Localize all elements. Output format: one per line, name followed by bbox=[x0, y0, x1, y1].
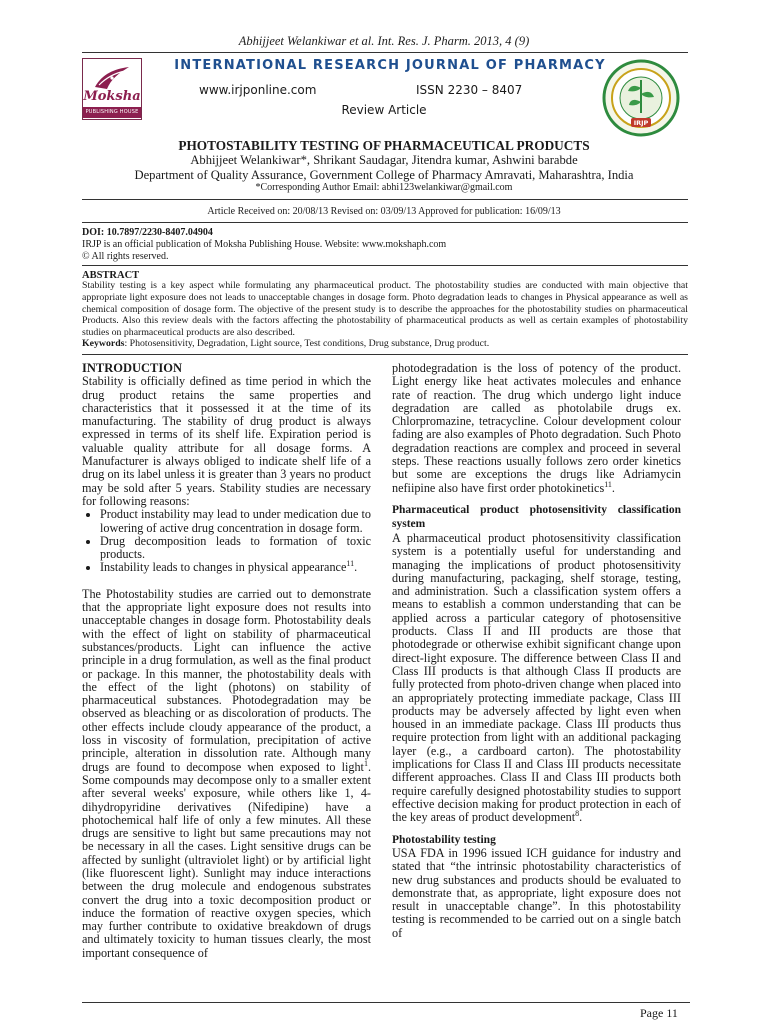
keywords bbox=[82, 338, 688, 350]
doi[interactable]: DOI: 10.7897/2230-8407.04904 bbox=[82, 227, 213, 238]
list-item: • Product instability may lead to under medication due to lowering of active drug concentration in dosage form. bbox=[100, 508, 371, 535]
list-item: • Drug decomposition leads to formation of toxic products. bbox=[100, 535, 371, 562]
journal-title: INTERNATIONAL RESEARCH JOURNAL OF PHARMACY bbox=[174, 58, 606, 73]
list-item: • Instability leads to changes in physical appearance$^{11}$. bbox=[100, 561, 371, 574]
keywords-text: : Photosensitivity, Degradation, Light source, Test conditions, Drug substance, Drug product. bbox=[124, 338, 490, 349]
divider-abstract bbox=[82, 265, 688, 266]
classification-heading: Pharmaceutical product photosensitivity classification system bbox=[392, 503, 681, 531]
seal-label: IRJP bbox=[633, 119, 649, 127]
left-column bbox=[82, 362, 371, 960]
irjp-note: IRJP is an official publication of Moksha Publishing House. Website: www.mokshaph.com bbox=[82, 239, 447, 250]
paragraph-text: . bbox=[611, 480, 615, 495]
received-dates: Article Received on: 20/08/13 Revised on: 03/09/13 Approved for publication: 16/09/13 bbox=[207, 206, 561, 217]
publisher-sub: PUBLISHING HOUSE bbox=[83, 107, 141, 118]
divider-top bbox=[82, 199, 688, 200]
reasons-list bbox=[82, 508, 371, 574]
intro-paragraph-1: Stability is officially defined as time period in which the drug product retains the same properties and characteristics that it possessed it at the time of its manufacturing. The stability of drug product is always expressed in terms of its shelf life. Expiration period is valuable quality attribute for all dosage forms. A Manufacturer is always obliged to indicate shelf life of a drug on its label unless it is greater than 3 years no product may be sold after 5 years. Stability studies are necessary for following reasons: bbox=[82, 374, 371, 508]
footer-rule bbox=[82, 1002, 690, 1003]
citation-ref: 1 bbox=[363, 758, 368, 768]
paragraph-text: The Photostability studies are carried out to demonstrate that the appropriate light exposure does not results into unacceptable changes in dosage form. Photostability deals with the effect of light on stability of pharmaceutical substances/products. Light can influence the active principle in a drug formulation, as well as the final product or package. In this manner, the photostability deals with the effect of the light (photons) on stability of pharmaceutical substances. Photodegradation may be observed as bleaching or as discoloration of products. The other effects include cloudy appearance of the product, a loss in viscosity of formulation, precipitation of active principle, alteration in dissolution rate. Although many drugs are found to decompose when exposed to light bbox=[82, 586, 371, 774]
right-column bbox=[392, 362, 681, 940]
header-rule bbox=[82, 52, 688, 53]
citation-ref: 11 bbox=[346, 559, 355, 569]
journal-seal-icon bbox=[596, 58, 686, 138]
citation-ref: 8 bbox=[575, 809, 580, 819]
journal-website[interactable]: www.irjponline.com bbox=[199, 83, 317, 97]
pen-nib-icon bbox=[89, 63, 135, 91]
corresponding-author: *Corresponding Author Email: abhi123welankiwar@gmail.com bbox=[255, 182, 513, 193]
testing-heading: Photostability testing bbox=[392, 833, 496, 846]
publisher-brand: Moksha bbox=[83, 89, 141, 104]
paragraph-text: photodegradation is the loss of potency of the product. Light energy like heat activates molecules and enhance rate of reaction. The drug which undergo light induce degradation are called as photolabile drugs ex. Chlorpromazine, tetracycline. Colour development colour fading are also examples of Photo degradation. Such Photo degradation reactions are complex and proceed in several steps. These reactions usually follows zero order kinetics but some are exceptions the drugs like Adriamycin nefiipine also have first order photokinetics bbox=[392, 361, 681, 495]
intro-heading: INTRODUCTION bbox=[82, 361, 183, 375]
testing-paragraph: USA FDA in 1996 issued ICH guidance for industry and stated that “the intrinsic photostability characteristics of new drug substances and products should be evaluated to demonstrate that, as appropriate, light exposure does not result in unacceptable change”. In this photostability testing is recommended to be carried out on a single batch of bbox=[392, 846, 681, 940]
paragraph-text: A pharmaceutical product photosensitivity classification system is a potentially useful for understanding and managing the implications of product photosensitivity during manufacturing, packaging, shelf storage, testing, and administration. Such a classification system offers a means to establish a common understanding that can be applied across a particular category of photosensitive products. Class II and III products are those that photodegrade or otherwise exhibit significant change upon direct-light exposure. The difference between Class II and Class III products is that although Class II products are fully protected from photo-driven change when placed into an appropriately protecting immediate package, Class III products may be adversely affected by light even when housed in an immediate package. Class III products thus require protection from light with an additional packaging layer (e.g., a cardboard carton). The photostability implications for Class II and Class III products necessitate different approaches. Class II and Class III products both require carefully designed photostability studies to support effective decision making for product protection in each of the key areas of product development bbox=[392, 530, 681, 825]
paper-title: PHOTOSTABILITY TESTING OF PHARMACEUTICAL PRODUCTS bbox=[178, 138, 590, 153]
abstract-heading: ABSTRACT bbox=[82, 270, 140, 281]
page-number: Page 11 bbox=[640, 1006, 678, 1020]
keywords-label: Keywords bbox=[82, 338, 125, 349]
affiliation: Department of Quality Assurance, Government College of Pharmacy Amravati, Maharashtra, India bbox=[134, 168, 634, 182]
abstract-text: Stability testing is a key aspect while formulating any pharmaceutical product. The photostability studies are conducted with main objective that appropriate light exposure does not leads to unacceptable changes in dosage form. Photo degradation leads to changes in Physical appearance as well as chemical composition of dosage form. The objective of the present study is to describe the approaches for the photostability studies on pharmaceutical Products. Also this review deals with the factors affecting the photostability of pharmaceutical products as well as certain examples of photostability studies on pharmaceutical products are also described. bbox=[82, 280, 688, 339]
journal-issn: ISSN 2230 – 8407 bbox=[416, 83, 523, 97]
divider-body bbox=[82, 354, 688, 355]
citation-ref: 11 bbox=[604, 479, 612, 489]
spacer bbox=[392, 825, 681, 833]
running-head: Abhijjeet Welankiwar et al. Int. Res. J. Pharm. 2013, 4 (9) bbox=[238, 34, 530, 48]
spacer bbox=[392, 495, 681, 503]
paragraph-text: . bbox=[579, 810, 583, 825]
intro-paragraph-2 bbox=[82, 588, 371, 960]
right-paragraph-1 bbox=[392, 362, 681, 495]
divider-mid bbox=[82, 222, 688, 223]
paragraph-text: . Some compounds may decompose only to a smaller extent after several weeks' exposure, while others like 1, 4-dihydropyridine derivatives (Nifedipine) have a photochemical half life of only a few minutes. All these drugs are sensitive to light but same precautions may not be necessary in all the cases. Light sensitive drugs can be affected by sunlight (ultraviolet light) or by artificial light (like fluorescent light). Sunlight may induce interactions between the drug molecule and endogenous substrates convert the drug into a toxic decomposition product or induce the formation of reactive oxygen species, which may further contribute to oxidative breakdown of drugs and ultimately toxicity to human tissues clearly, the most important consequence of bbox=[82, 759, 371, 960]
article-type: Review Article bbox=[341, 103, 427, 117]
list-item-text: Instability leads to changes in physical appearance bbox=[100, 560, 347, 575]
authors: Abhijjeet Welankiwar*, Shrikant Saudagar, Jitendra kumar, Ashwini barabde bbox=[190, 153, 578, 167]
rights: © All rights reserved. bbox=[82, 251, 169, 262]
classification-paragraph bbox=[392, 532, 681, 825]
